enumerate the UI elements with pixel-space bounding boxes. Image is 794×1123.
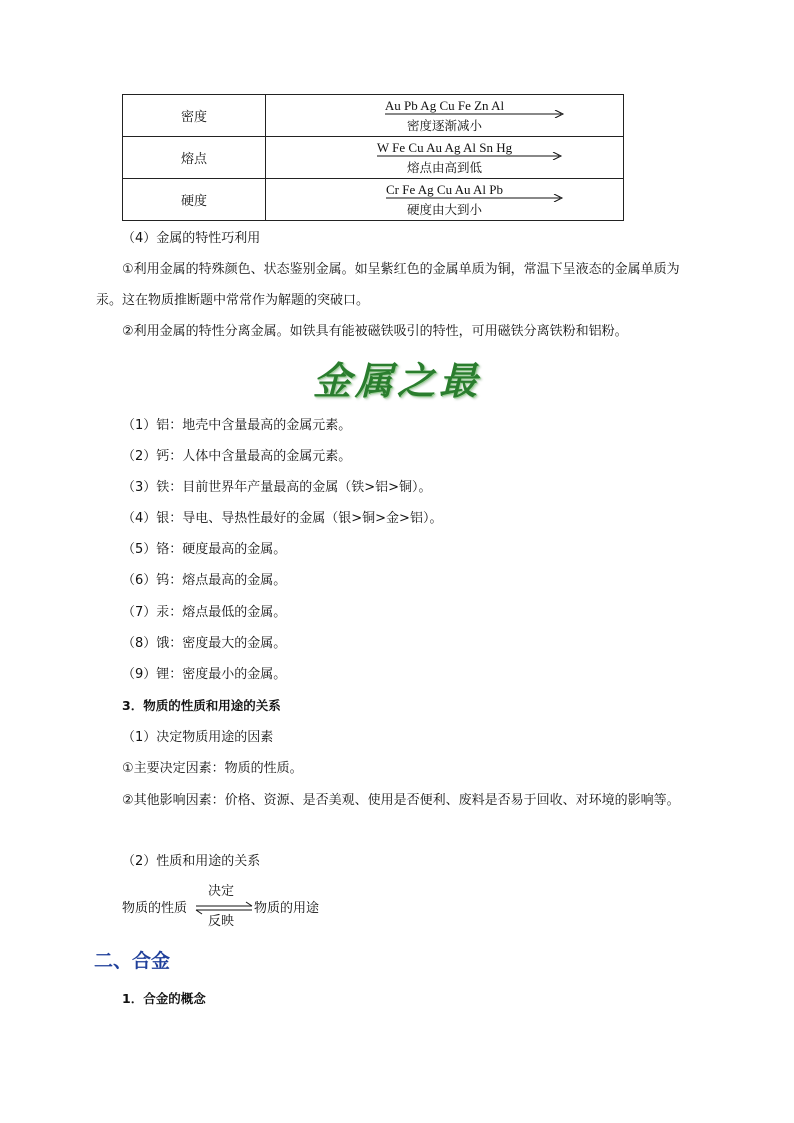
metal-sequence: Au Pb Ag Cu Fe Zn Al xyxy=(384,97,505,113)
metal-sequence: W Fe Cu Au Ag Al Sn Hg xyxy=(376,139,513,155)
list-item: （9）锂：密度最小的金属。 xyxy=(122,667,287,682)
property-sequence-cell xyxy=(266,95,624,137)
relation-diagram xyxy=(122,884,382,934)
paragraph: ②利用金属的特性分离金属。如铁具有能被磁铁吸引的特性，可用磁铁分离铁粉和铝粉。 xyxy=(122,324,628,339)
trend-label: 密度逐渐减小 xyxy=(406,117,482,133)
list-item: （2）钙：人体中含量最高的金属元素。 xyxy=(122,449,352,464)
list-item: （3）铁：目前世界年产量最高的金属（铁>铝>铜）。 xyxy=(122,480,432,495)
section-heading: 3．物质的性质和用途的关系 xyxy=(122,698,281,713)
right-arrow-icon xyxy=(386,198,503,200)
property-sequence-cell xyxy=(266,179,624,221)
metal-sequence: Cr Fe Ag Cu Au Al Pb xyxy=(385,181,504,197)
subsection-heading: （2）性质和用途的关系 xyxy=(122,854,261,869)
table-row xyxy=(123,95,624,137)
decides-label: 决定 xyxy=(208,884,235,899)
paragraph: ①利用金属的特殊颜色、状态鉴别金属。如呈紫红色的金属单质为铜，常温下呈液态的金属单质为汞。这在物质推断题中常常作为解题的突破口。 xyxy=(96,262,680,308)
list-item: （1）铝：地壳中含量最高的金属元素。 xyxy=(122,418,352,433)
right-arrow-icon xyxy=(385,114,504,116)
list-item: （5）铬：硬度最高的金属。 xyxy=(122,542,287,557)
list-item: （7）汞：熔点最低的金属。 xyxy=(122,605,287,620)
banner-title: 金属之最 xyxy=(312,358,481,403)
trend-label: 硬度由大到小 xyxy=(406,201,482,217)
list-item: （8）饿：密度最大的金属。 xyxy=(122,636,287,651)
paragraph: ②其他影响因素：价格、资源、是否美观、使用是否便利、废料是否易于回收、对环境的影响等。 xyxy=(122,793,680,808)
property-name: 密度 xyxy=(123,95,266,137)
property-sequence-cell xyxy=(266,137,624,179)
part-title: 二、合金 xyxy=(94,950,171,972)
right-arrow-icon xyxy=(377,156,512,158)
reflects-label: 反映 xyxy=(208,914,235,929)
trend-label: 熔点由高到低 xyxy=(406,159,482,175)
section-heading: （4）金属的特性巧利用 xyxy=(122,231,261,246)
property-name: 熔点 xyxy=(123,137,266,179)
property-label: 物质的性质 xyxy=(122,901,188,916)
metal-property-table xyxy=(122,94,624,221)
sequence-with-arrow xyxy=(371,140,518,175)
sequence-with-arrow xyxy=(380,182,509,217)
use-label: 物质的用途 xyxy=(254,901,320,916)
section-heading: 1．合金的概念 xyxy=(122,991,206,1006)
table-row xyxy=(123,179,624,221)
list-item: （6）钨：熔点最高的金属。 xyxy=(122,573,287,588)
list-item: （4）银：导电、导热性最好的金属（银>铜>金>铝）。 xyxy=(122,511,443,526)
sequence-with-arrow xyxy=(379,98,510,133)
subsection-heading: （1）决定物质用途的因素 xyxy=(122,730,274,745)
property-name: 硬度 xyxy=(123,179,266,221)
paragraph: ①主要决定因素：物质的性质。 xyxy=(122,761,303,776)
table-row xyxy=(123,137,624,179)
